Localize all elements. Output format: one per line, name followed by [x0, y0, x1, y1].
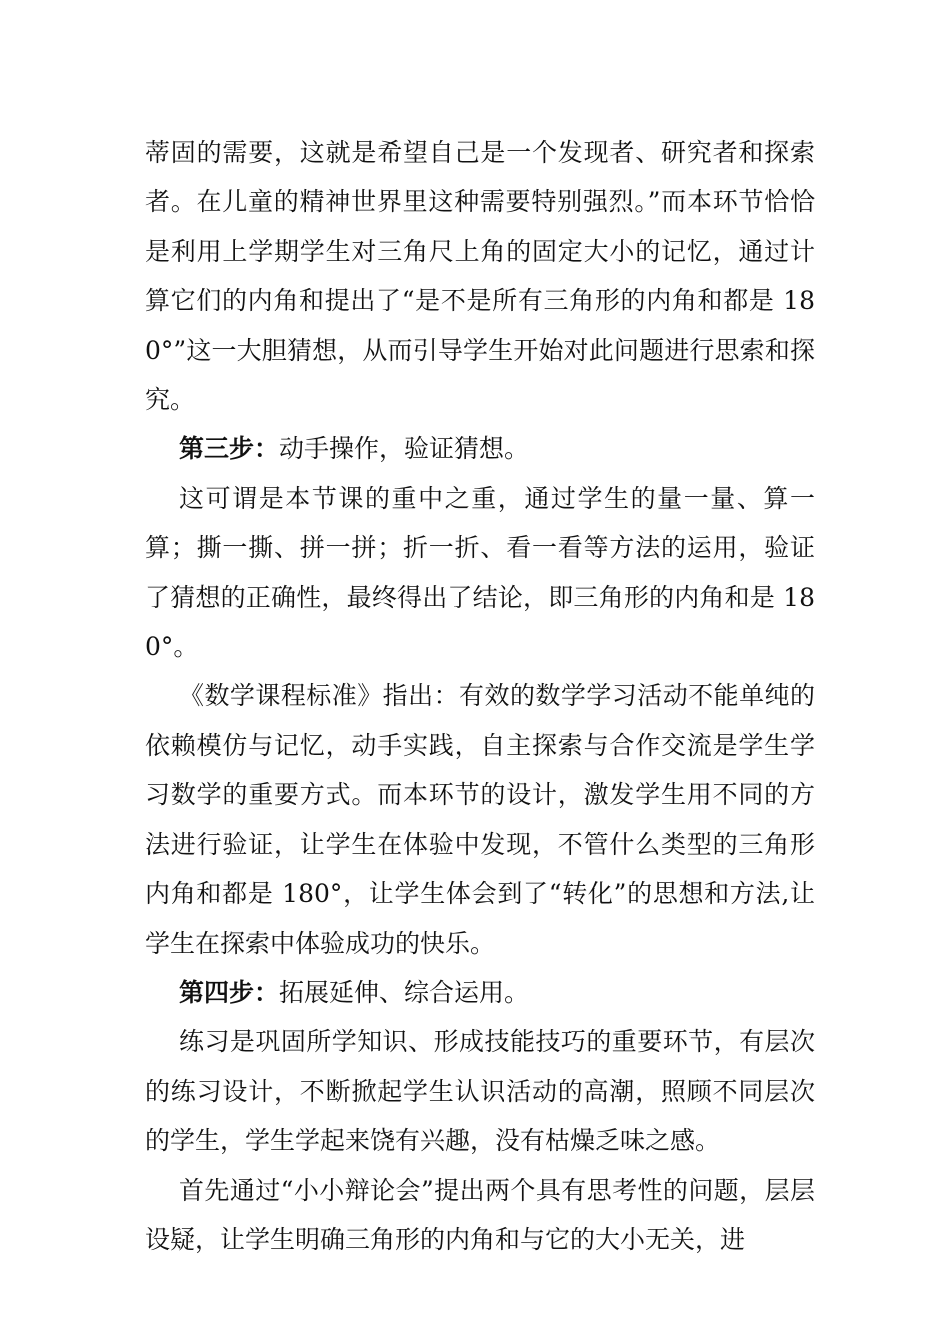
paragraph-exercise-design: [145, 1017, 815, 1165]
step-label: 第四步：: [179, 977, 280, 1007]
paragraph-text: 蒂固的需要，这就是希望自己是一个发现者、研究者和探索者。在儿童的精神世界里这种需要特别强烈。”而本环节恰恰是利用上学期学生对三角尺上角的固定大小的记忆，通过计算它们的内角和提出了“是不是所有三角形的内角和都是 180°”这一大胆猜想，从而引导学生开始对此问题进行思索和探究。: [145, 138, 815, 415]
document-body: [145, 128, 815, 1264]
paragraph-curriculum-standard: [145, 671, 815, 967]
section-heading-step-three: [145, 424, 815, 473]
step-title: 拓展延伸、综合运用。: [279, 977, 530, 1007]
paragraph-text: 首先通过“小小辩论会”提出两个具有思考性的问题，层层设疑，让学生明确三角形的内角和与它的大小无关，进: [145, 1175, 815, 1254]
step-title: 动手操作，验证猜想。: [279, 434, 530, 464]
paragraph-continuation: [145, 128, 815, 424]
paragraph-text: 《数学课程标准》指出：有效的数学学习活动不能单纯的依赖模仿与记忆，动手实践，自主探索与合作交流是学生学习数学的重要方式。而本环节的设计，激发学生用不同的方法进行验证，让学生在体验中发现，不管什么类型的三角形内角和都是 180°，让学生体会到了“转化”的思想和方法,让学生在探索中体验成功的快乐。: [145, 681, 815, 958]
section-heading-step-four: [145, 968, 815, 1017]
step-label: 第三步：: [179, 434, 280, 464]
paragraph-text: 这可谓是本节课的重中之重，通过学生的量一量、算一算；撕一撕、拼一拼；折一折、看一看等方法的运用，验证了猜想的正确性，最终得出了结论，即三角形的内角和是 180°。: [145, 483, 815, 662]
paragraph-step-three-description: [145, 474, 815, 672]
paragraph-debate: [145, 1166, 815, 1265]
paragraph-text: 练习是巩固所学知识、形成技能技巧的重要环节，有层次的练习设计，不断掀起学生认识活动的高潮，照顾不同层次的学生，学生学起来饶有兴趣，没有枯燥乏味之感。: [145, 1027, 815, 1156]
